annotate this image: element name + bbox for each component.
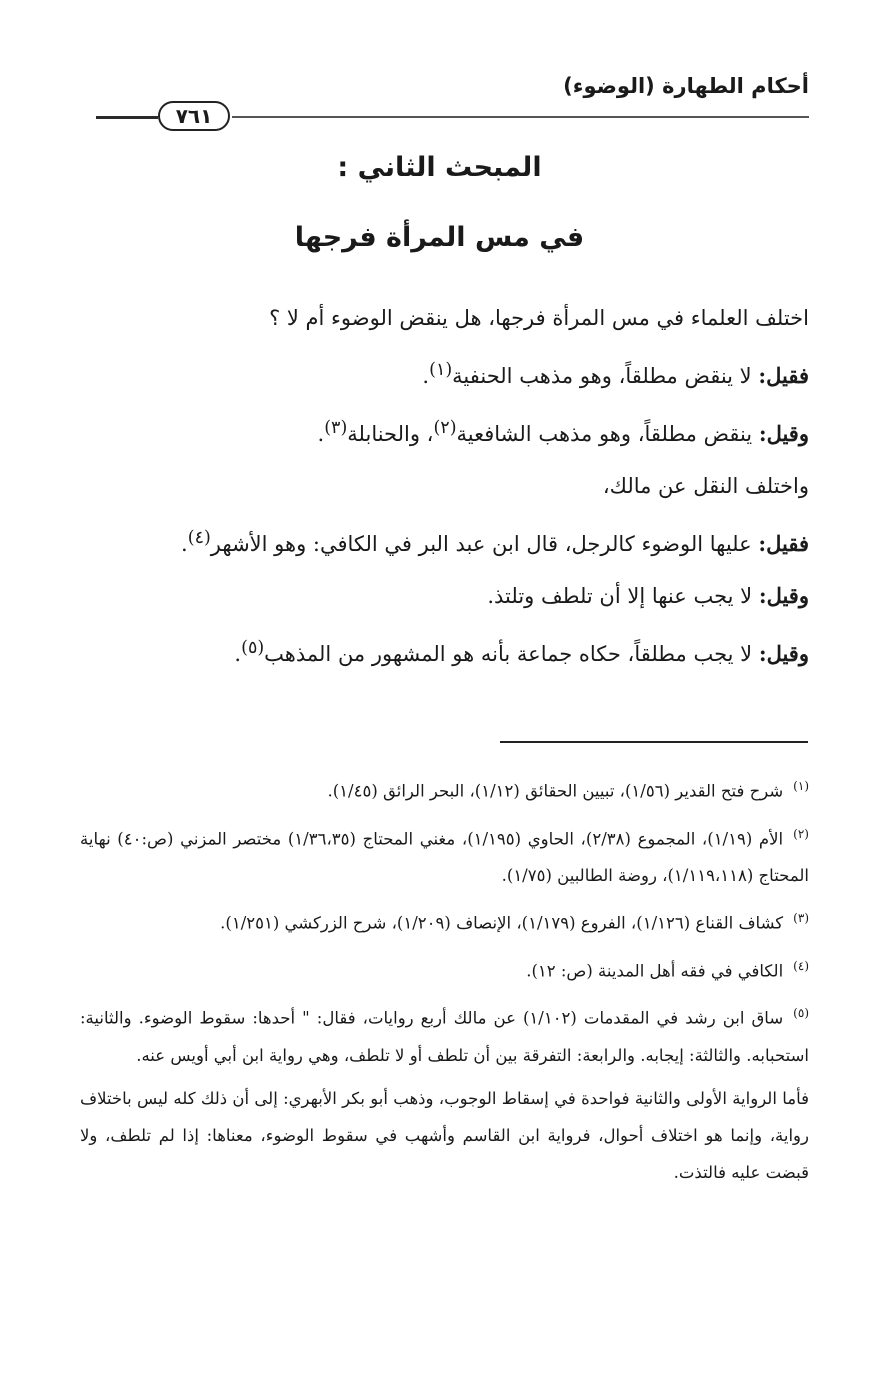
footnote-4 (80, 948, 809, 990)
footnote-text: فأما الرواية الأولى والثانية فواحدة في إسقاط الوجوب، وذهب أبو بكر الأبهري: إلى أن ذلك كله ليس باختلاف رواية، وإنما هو اختلاف أحوال، فرواية ابن القاسم وأشهب في سقوط الوضوء، معناها: إذا لم تلطف، ولا قبضت عليه فالتذت. (80, 1088, 809, 1182)
section-title: في مس المرأة فرجها (294, 222, 585, 253)
paragraph-1 (80, 292, 809, 344)
header-rule-left (96, 116, 158, 119)
section-heading: المبحث الثاني : (337, 152, 542, 183)
main-text (80, 292, 809, 680)
paragraph-text: ينقض مطلقاً، وهو مذهب الشافعية (456, 422, 759, 446)
footnote-text: شرح فتح القدير (١/٥٦)، تبيين الحقائق (١/١٢)، البحر الرائق (١/٤٥). (327, 781, 784, 801)
paragraph-text: عليها الوضوء كالرجل، قال ابن عبد البر في الكافي: وهو الأشهر (210, 532, 759, 556)
paragraph-4 (80, 460, 809, 512)
page-number: ٧٦١ (158, 101, 230, 131)
paragraph-text: واختلف النقل عن مالك، (602, 474, 809, 498)
footnote-ref[interactable]: (٥) (241, 638, 265, 658)
keyword: فقيل: (758, 531, 809, 556)
footnote-text: ساق ابن رشد في المقدمات (١/١٠٢) عن مالك أربع روايات، فقال: " أحدها: سقوط الوضوء. والثانية: استحبابه. والثالثة: إيجابه. والرابعة: التفرقة بين أن تلطف أو لا تلطف، وهي رواية ابن أبي أويس عنه. (80, 1008, 809, 1065)
punctuation: . (181, 532, 188, 556)
keyword: فقيل: (758, 363, 809, 388)
punctuation: . (234, 642, 242, 666)
footnotes (80, 768, 809, 1191)
keyword: وقيل: (758, 583, 809, 608)
punctuation: . (422, 364, 430, 388)
footnote-ref[interactable]: (١) (429, 360, 453, 380)
footnote-text: الأم (١/١٩)، المجموع (٢/٣٨)، الحاوي (١/١٩٥)، مغني المحتاج (١/٣٦،٣٥) مختصر المزني (ص:٤٠) نهاية المحتاج (١/١١٩،١١٨)، روضة الطالبين (١/٧٥). (80, 829, 809, 885)
paragraph-3 (80, 402, 809, 460)
footnote-marker: (٣) (793, 911, 809, 925)
paragraph-6 (80, 570, 809, 622)
footnote-ref[interactable]: (٢) (433, 418, 457, 438)
header-rule-right (232, 116, 809, 118)
book-title: أحكام الطهارة (الوضوء) (563, 74, 809, 98)
paragraph-1-text: اختلف العلماء في مس المرأة فرجها، هل ينقض الوضوء أم لا ؟ (269, 306, 809, 330)
paragraph-7 (80, 622, 809, 680)
footnote-ref[interactable]: (٤) (187, 528, 211, 548)
footnote-separator (500, 741, 808, 743)
paragraph-text: لا ينقض مطلقاً، وهو مذهب الحنفية (452, 364, 759, 388)
footnote-marker: (٥) (793, 1006, 809, 1020)
footnote-1 (80, 768, 809, 810)
footnote-5-continuation (80, 1080, 809, 1191)
footnote-marker: (٢) (793, 826, 809, 841)
keyword: وقيل: (758, 641, 809, 666)
paragraph-5 (80, 512, 809, 570)
paragraph-2 (80, 344, 809, 402)
paragraph-text: لا يجب مطلقاً، حكاه جماعة بأنه هو المشهور من المذهب (264, 642, 759, 666)
keyword: وقيل: (758, 421, 809, 446)
footnote-ref[interactable]: (٣) (324, 418, 348, 438)
footnote-text: كشاف القناع (١/١٢٦)، الفروع (١/١٧٩)، الإنصاف (١/٢٠٩)، شرح الزركشي (١/٢٥١). (220, 913, 784, 933)
footnote-5 (80, 995, 809, 1074)
footnote-marker: (١) (793, 779, 809, 793)
punctuation: . (317, 422, 325, 446)
footnote-text: الكافي في فقه أهل المدينة (ص: ١٢). (526, 961, 784, 980)
paragraph-text: لا يجب عنها إلا أن تلطف وتلتذ. (487, 584, 759, 608)
paragraph-text: ، والحنابلة (347, 422, 434, 446)
footnote-marker: (٤) (793, 958, 809, 973)
footnote-3 (80, 900, 809, 942)
footnote-2 (80, 816, 809, 895)
